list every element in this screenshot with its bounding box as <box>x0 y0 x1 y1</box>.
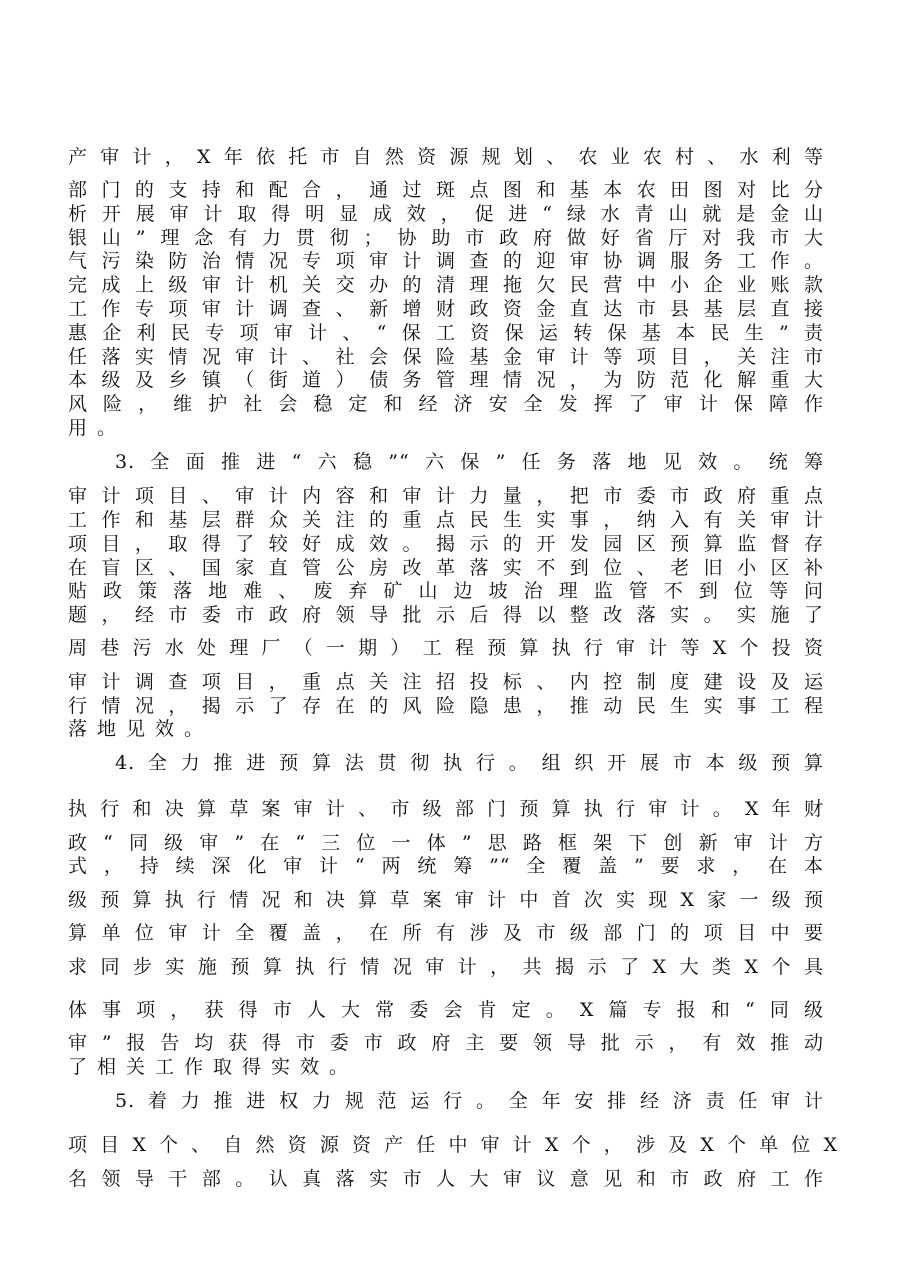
text-line: 完成上级审计机关交办的清理拖欠民营中小企业账款 <box>68 274 824 296</box>
text-line: 项目X个、自然资源资产任中审计X个，涉及X个单位X <box>68 1134 838 1156</box>
text-line: 算单位审计全覆盖，在所有涉及市级部门的项目中要 <box>68 922 824 944</box>
text-line: 题，经市委市政府领导批示后得以整改落实。实施了 <box>68 604 824 626</box>
text-line: 行情况，揭示了存在的风险隐患，推动民生实事工程 <box>68 695 824 717</box>
text-line: 名领导干部。认真落实市人大审议意见和市政府工作 <box>68 1168 824 1190</box>
text-line: 体事项，获得市人大常委会肯定。X篇专报和“同级 <box>68 999 824 1021</box>
text-line: 周巷污水处理厂（一期）工程预算执行审计等X个投资 <box>68 637 824 659</box>
text-line: 政“同级审”在“三位一体”思路框架下创新审计方 <box>68 832 824 854</box>
text-line: 审”报告均获得市委市政府主要领导批示，有效推动 <box>68 1032 824 1054</box>
text-line: 在盲区、国家直管公房改革落实不到位、老旧小区补 <box>68 557 824 579</box>
section-heading-5: 5.着力推进权力规范运行。全年安排经济责任审计 <box>115 1090 824 1112</box>
text-line: 审计调查项目，重点关注招投标、内控制度建设及运 <box>68 671 824 693</box>
text-line: 级预算执行情况和决算草案审计中首次实现X家一级预 <box>68 889 824 911</box>
text-line: 银山”理念有力贯彻；协助市政府做好省厅对我市大 <box>68 227 824 249</box>
text-line: 项目，取得了较好成效。揭示的开发园区预算监督存 <box>68 533 824 555</box>
section-heading-4: 4.全力推进预算法贯彻执行。组织开展市本级预算 <box>115 752 824 774</box>
text-line: 工作和基层群众关注的重点民生实事，纳入有关审计 <box>68 509 824 531</box>
text-line: 析开展审计取得明显成效，促进“绿水青山就是金山 <box>68 203 824 225</box>
text-line: 审计项目、审计内容和审计力量，把市委市政府重点 <box>68 485 824 507</box>
text-line: 本级及乡镇（街道）债务管理情况，为防范化解重大 <box>68 369 824 391</box>
text-line: 产审计，X年依托市自然资源规划、农业农村、水利等 <box>68 146 824 168</box>
text-line: 求同步实施预算执行情况审计，共揭示了X大类X个具 <box>68 956 824 978</box>
text-line: 工作专项审计调查、新增财政资金直达市县基层直接 <box>68 298 824 320</box>
section-heading-3: 3.全面推进“六稳”“六保”任务落地见效。统筹 <box>115 451 824 473</box>
text-line: 任落实情况审计、社会保险基金审计等项目，关注市 <box>68 346 824 368</box>
text-line: 部门的支持和配合，通过斑点图和基本农田图对比分 <box>68 179 824 201</box>
text-line: 惠企利民专项审计、“保工资保运转保基本民生”责 <box>68 322 824 344</box>
text-line: 贴政策落地难、废弃矿山边坡治理监管不到位等问 <box>68 580 824 602</box>
text-line: 式，持续深化审计“两统筹”“全覆盖”要求，在本 <box>68 855 824 877</box>
text-line: 用。 <box>68 417 127 439</box>
text-line: 气污染防治情况专项审计调查的迎审协调服务工作。 <box>68 250 824 272</box>
text-line: 落地见效。 <box>68 718 214 740</box>
text-line: 执行和决算草案审计、市级部门预算执行审计。X年财 <box>68 798 824 820</box>
text-line: 了相关工作取得实效。 <box>68 1056 359 1078</box>
text-line: 风险，维护社会稳定和经济安全发挥了审计保障作 <box>68 393 824 415</box>
